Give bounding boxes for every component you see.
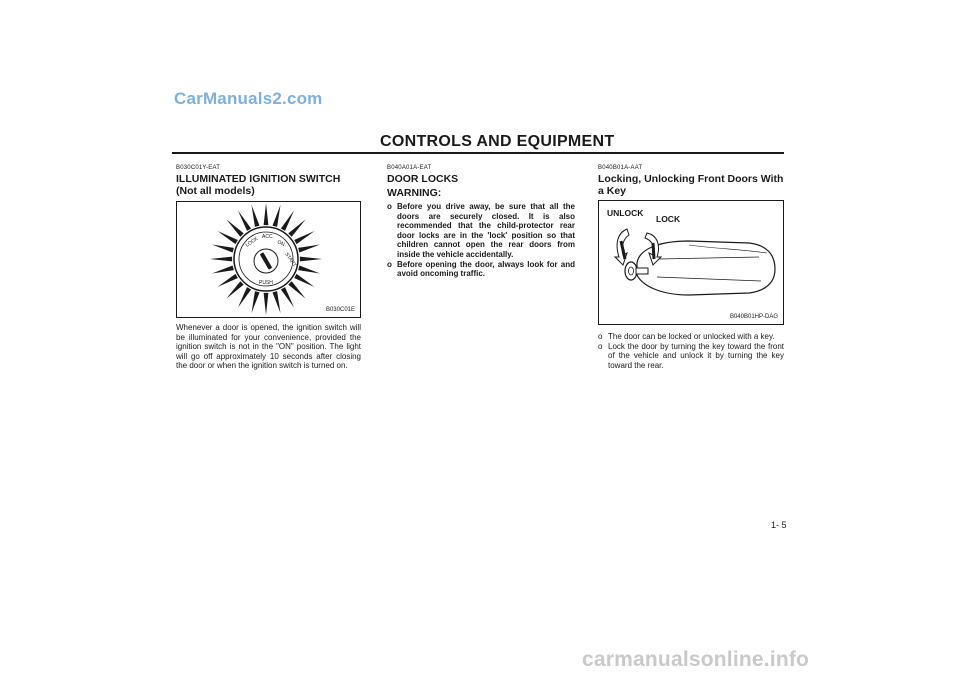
- section-title: DOOR LOCKS: [387, 173, 459, 185]
- ignition-switch-illustration: [177, 202, 362, 319]
- light-ray: [238, 287, 251, 307]
- list-item: [598, 342, 784, 371]
- key-head: [625, 262, 637, 280]
- bullet-text: Before opening the door, always look for and avoid oncoming traffic.: [397, 259, 575, 279]
- bullet-mark: o: [598, 332, 603, 341]
- svg-text:LOCK: LOCK: [244, 235, 260, 249]
- section-ignition-switch: [176, 165, 361, 371]
- svg-text:ACC: ACC: [262, 234, 273, 240]
- svg-text:START: START: [283, 251, 298, 269]
- section-title-line: a Key: [598, 185, 627, 197]
- bullet-text: Lock the door by turning the key toward the front of the vehicle and unlock it by turning the key toward the rear.: [608, 341, 784, 370]
- door-key-figure: [598, 200, 784, 325]
- light-ray: [252, 291, 260, 313]
- key-blade: [636, 268, 648, 274]
- section-title: [176, 173, 361, 197]
- light-ray: [218, 274, 238, 287]
- warning-heading: WARNING:: [387, 187, 442, 199]
- header-rule: [172, 152, 784, 154]
- list-item: [387, 202, 575, 260]
- svg-text:ON: ON: [276, 239, 286, 248]
- bullet-mark: o: [387, 202, 392, 211]
- bullet-text: Before you drive away, be sure that all the doors are securely closed. It is also recommended that the child-protector rear door locks are in the 'lock' position so that children cannot open the rear doors from inside the vehicle accidentally.: [397, 202, 575, 259]
- light-ray: [300, 257, 322, 262]
- light-ray: [210, 257, 232, 262]
- section-title: [598, 173, 784, 197]
- section-front-door-key: [598, 165, 784, 370]
- svg-text:PUSH: PUSH: [259, 280, 273, 286]
- bullet-text: The door can be locked or unlocked with a key.: [608, 332, 775, 341]
- light-ray: [288, 281, 305, 298]
- light-ray: [212, 265, 234, 273]
- watermark-bottom: carmanualsonline.info: [582, 648, 810, 671]
- door-handle-illustration: [599, 201, 785, 326]
- section-title-line: ILLUMINATED IGNITION SWITCH: [176, 173, 341, 185]
- section-title-line: Locking, Unlocking Front Doors With: [598, 173, 784, 185]
- light-ray: [264, 203, 269, 225]
- unlock-label: UNLOCK: [607, 208, 644, 218]
- light-ray: [226, 219, 243, 236]
- light-ray: [288, 219, 305, 236]
- light-ray: [272, 291, 280, 313]
- section-code: B040A01A-EAT: [387, 165, 432, 171]
- figure-code: B030C01E: [325, 307, 355, 313]
- light-ray: [212, 245, 234, 253]
- list-item: [387, 260, 575, 279]
- list-item: [598, 332, 784, 342]
- light-ray: [238, 211, 251, 231]
- section-code: B040B01A-AAT: [598, 165, 643, 171]
- section-door-locks: [387, 165, 575, 279]
- instruction-list: [598, 332, 784, 370]
- ignition-switch-figure: [176, 201, 361, 318]
- light-ray: [281, 211, 294, 231]
- section-title-line: (Not all models): [176, 185, 255, 197]
- light-ray: [281, 287, 294, 307]
- light-ray: [294, 231, 314, 244]
- light-ray: [264, 293, 269, 315]
- page-header: CONTROLS AND EQUIPMENT: [380, 133, 615, 150]
- page-number: 1- 5: [771, 520, 787, 530]
- warning-list: [387, 202, 575, 279]
- light-ray: [298, 245, 320, 253]
- bullet-mark: o: [387, 259, 392, 269]
- light-ray: [294, 274, 314, 287]
- bullet-mark: o: [598, 341, 603, 351]
- ignition-description: Whenever a door is opened, the ignition switch will be illuminated for your convenience, provided the ignition switch is not in the "ON" position. The light will go off approximately 10 seconds after closing the door or when the ignition switch is turned on.: [176, 323, 361, 371]
- section-code: B030C01Y-EAT: [176, 165, 221, 171]
- lock-label: LOCK: [656, 214, 681, 224]
- watermark-top: CarManuals2.com: [174, 89, 323, 108]
- light-ray: [226, 281, 243, 298]
- figure-code: B040B01HP-DAG: [729, 314, 778, 320]
- light-ray: [272, 205, 280, 227]
- light-ray: [298, 265, 320, 273]
- light-ray: [218, 231, 238, 244]
- light-ray: [252, 205, 260, 227]
